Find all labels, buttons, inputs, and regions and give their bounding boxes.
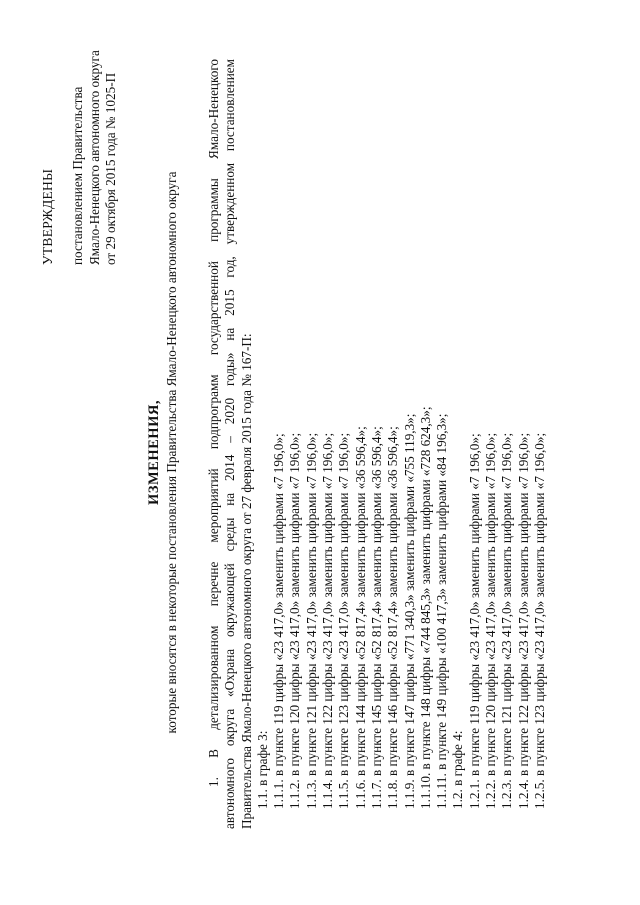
approval-line: постановлением Правительства: [70, 86, 86, 265]
intro-line: автономного округа «Охрана окружающей среды на 2014 – 2020 годы» на 2015 год, утвержденном постановлением: [222, 59, 238, 829]
list-item: 1.2.4. в пункте 122 цифры «23 417,0» заменить цифрами «7 196,0»;: [515, 432, 531, 809]
intro-line: 1. В детализированном перечне мероприятий подпрограмм государственной программы Ямало-Ненецкого: [206, 59, 221, 787]
list-item: 1.1.11. в пункте 149 цифры «100 417,3» заменить цифрами «84 196,3»;: [434, 413, 450, 809]
approved-label: УТВЕРЖДЕНЫ: [40, 168, 55, 265]
list-item: 1.2.5. в пункте 123 цифры «23 417,0» заменить цифрами «7 196,0»;: [531, 432, 547, 809]
list-item: 1.1.9. в пункте 147 цифры «771 340,3» заменить цифрами «755 119,3»;: [401, 413, 417, 809]
list-item: 1.1.5. в пункте 123 цифры «23 417,0» заменить цифрами «7 196,0»;: [336, 432, 352, 809]
list-item: 1.1.8. в пункте 146 цифры «52 817,4» заменить цифрами «36 596,4»;: [385, 426, 401, 809]
list-item: 1.1.6. в пункте 144 цифры «52 817,4» заменить цифрами «36 596,4»;: [352, 426, 368, 809]
list-item: 1.1.10. в пункте 148 цифры «744 845,3» заменить цифрами «728 624,3»;: [417, 406, 433, 809]
document-body: [206, 59, 548, 829]
list-item: 1.1.3. в пункте 121 цифры «23 417,0» заменить цифрами «7 196,0»;: [303, 432, 319, 809]
approval-line: от 29 октября 2015 года № 1025-П: [102, 72, 118, 265]
list-item: 1.1.2. в пункте 120 цифры «23 417,0» заменить цифрами «7 196,0»;: [287, 432, 303, 809]
list-item: 1.1.1. в пункте 119 цифры «23 417,0» заменить цифрами «7 196,0»;: [271, 433, 287, 809]
document-title: ИЗМЕНЕНИЯ,: [146, 400, 162, 505]
list-item: 1.2.2. в пункте 120 цифры «23 417,0» заменить цифрами «7 196,0»;: [483, 432, 499, 809]
section-heading: 1.1. в графе 3:: [254, 730, 270, 809]
list-item: 1.1.7. в пункте 145 цифры «52 817,4» заменить цифрами «36 596,4»;: [368, 426, 384, 809]
document-heading: [146, 60, 181, 845]
intro-line: Правительства Ямало-Ненецкого автономного округа от 27 февраля 2015 года № 167-П:: [238, 333, 254, 829]
list-item: 1.2.1. в пункте 119 цифры «23 417,0» заменить цифрами «7 196,0»;: [466, 433, 482, 809]
approval-line: Ямало-Ненецкого автономного округа: [86, 50, 102, 265]
document-subtitle: которые вносятся в некоторые постановления Правительства Ямало-Ненецкого автономного округа: [164, 171, 180, 734]
approval-stamp-block: [40, 15, 119, 265]
list-item: 1.2.3. в пункте 121 цифры «23 417,0» заменить цифрами «7 196,0»;: [499, 432, 515, 809]
list-item: 1.1.4. в пункте 122 цифры «23 417,0» заменить цифрами «7 196,0»;: [320, 432, 336, 809]
section-heading: 1.2. в графе 4:: [450, 730, 466, 809]
